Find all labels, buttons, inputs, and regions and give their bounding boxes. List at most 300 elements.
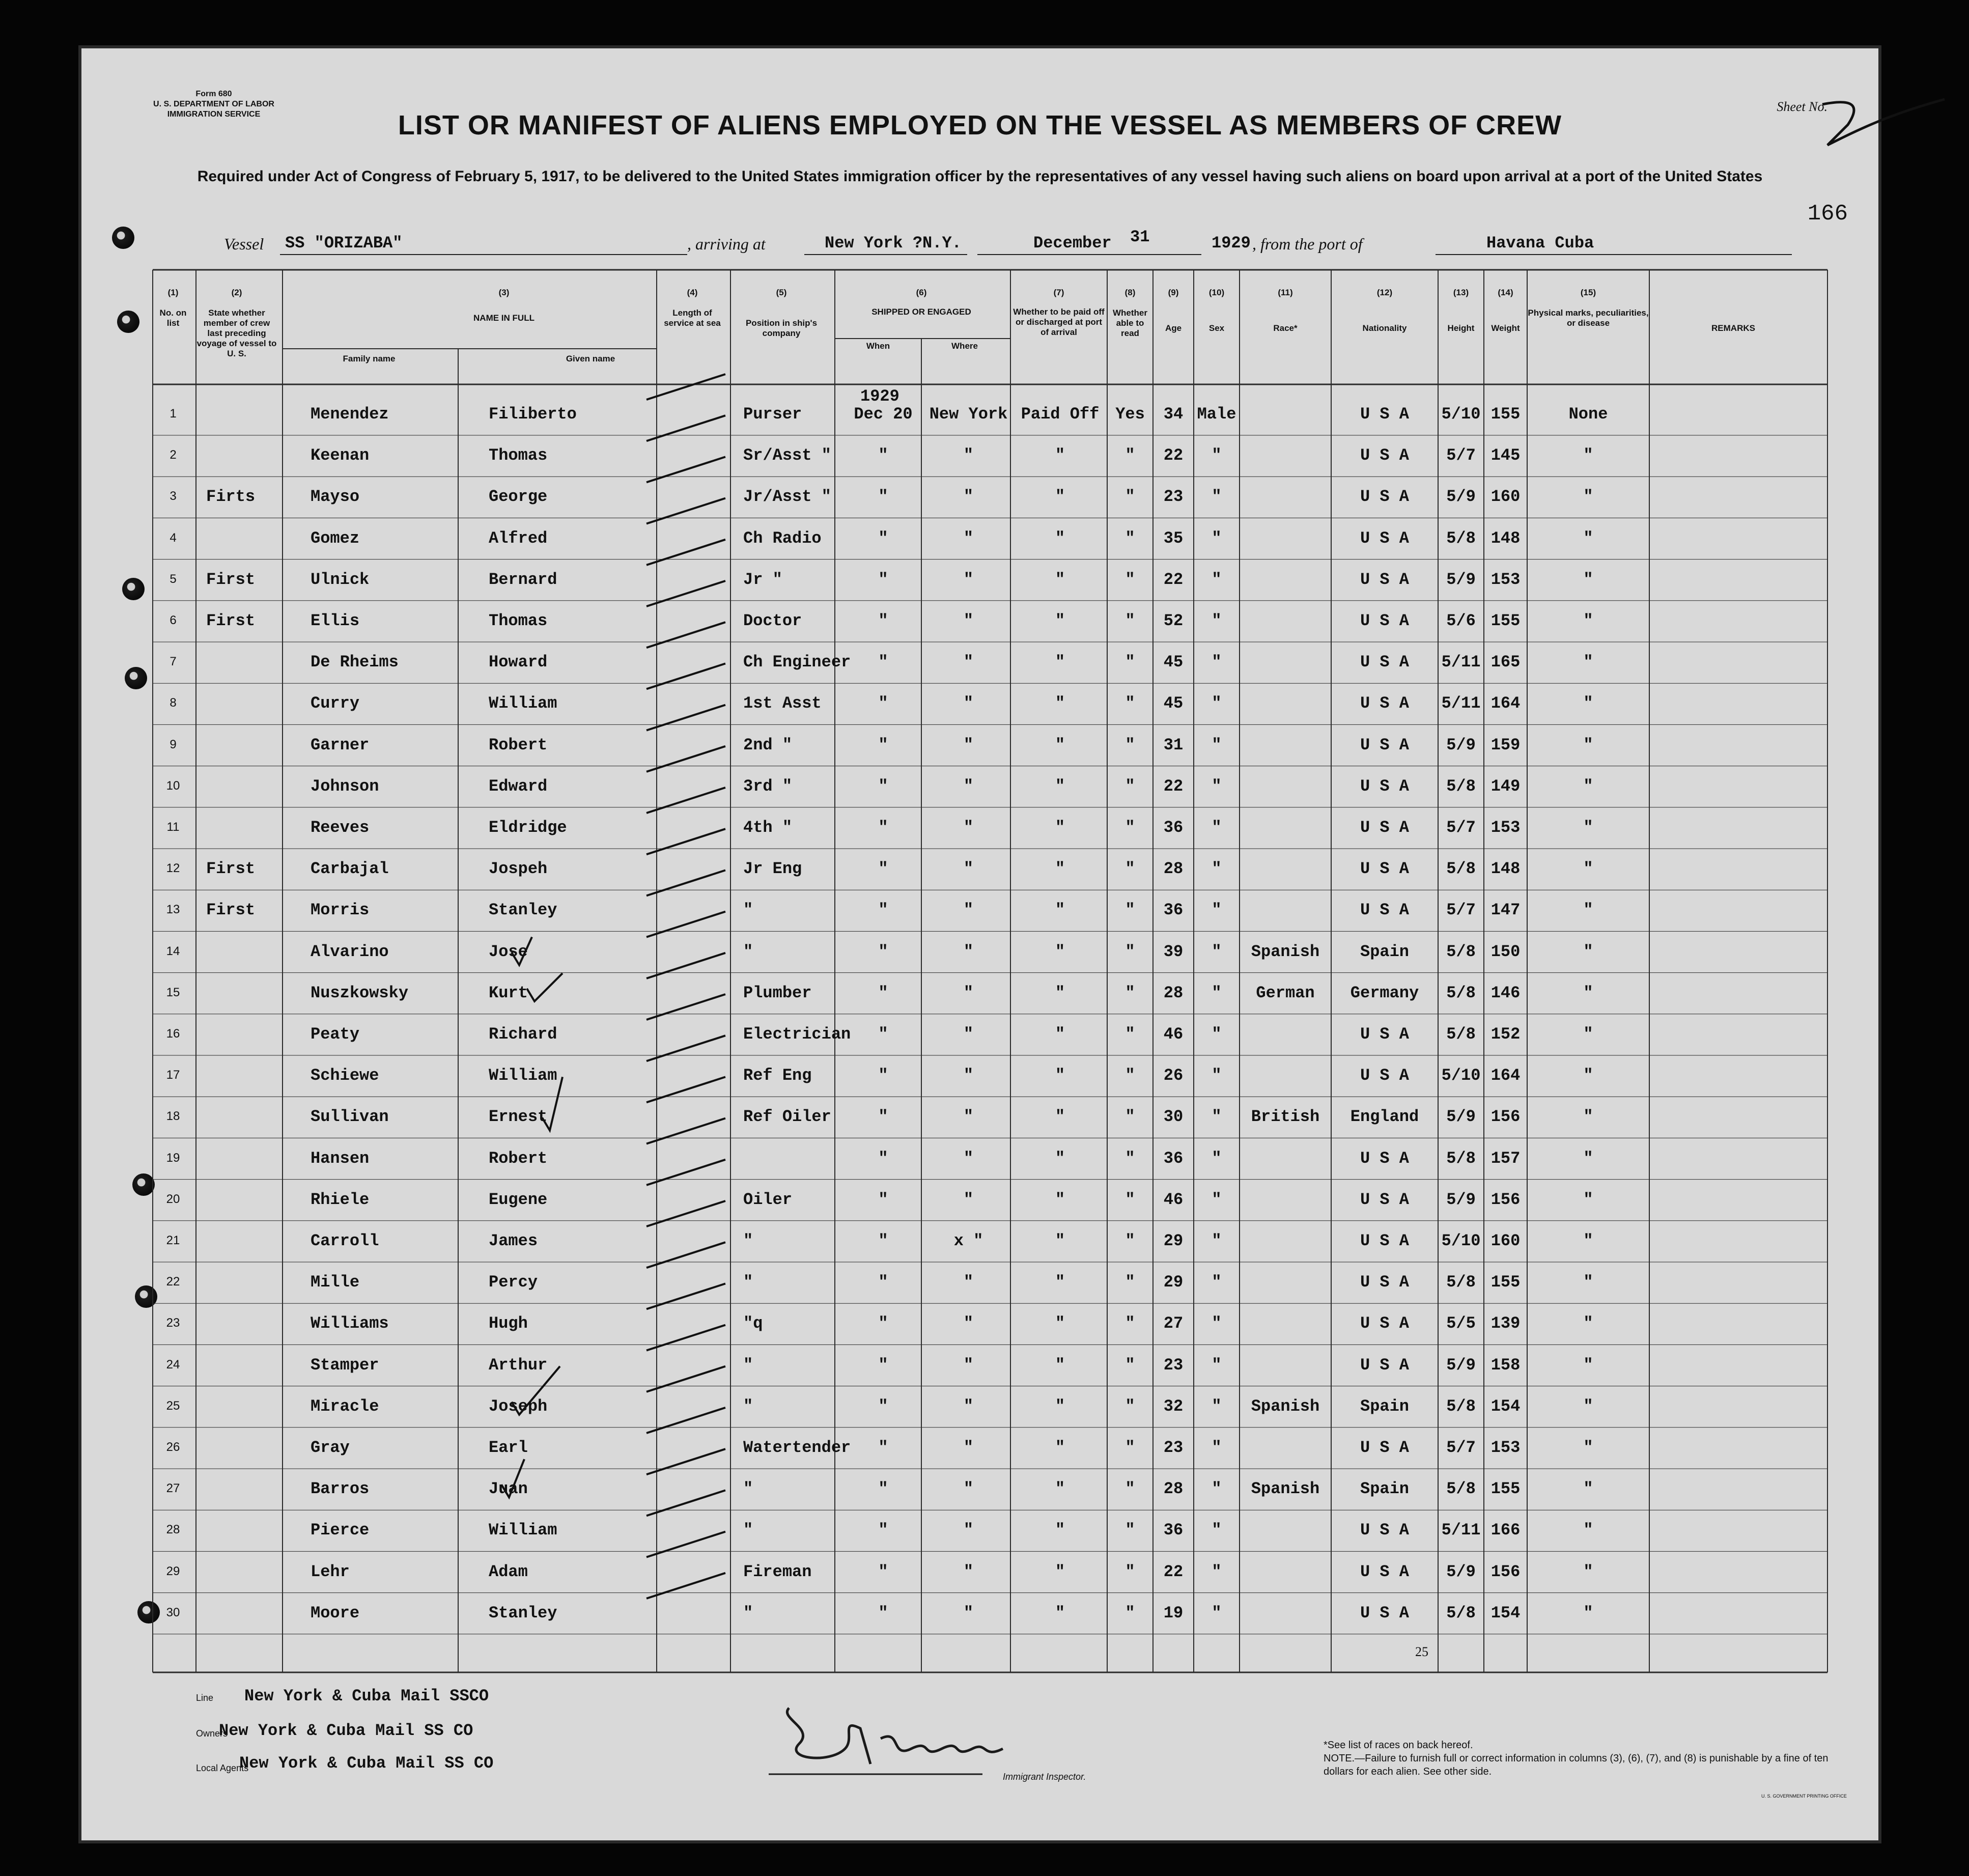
cell-age: 31 (1163, 735, 1184, 754)
cell-nationality: U S A (1360, 1438, 1409, 1457)
cell-given: James (489, 1231, 538, 1250)
cell-family: Stamper (311, 1355, 379, 1375)
cell-when: " (878, 1314, 888, 1333)
cell-read: " (1125, 653, 1135, 672)
cell-paid: " (1055, 1396, 1065, 1416)
cell-nationality: U S A (1360, 1231, 1409, 1250)
row-number: 29 (166, 1564, 180, 1578)
cell-weight: 165 (1490, 653, 1521, 672)
cell-height: 5/9 (1446, 1107, 1476, 1127)
cell-given: Thomas (489, 446, 548, 465)
cell-marks: " (1583, 1107, 1593, 1127)
cell-height: 5/8 (1446, 1603, 1476, 1622)
cell-weight: 159 (1490, 735, 1521, 754)
cell-height: 5/7 (1446, 446, 1476, 465)
cell-sex: " (1212, 735, 1222, 754)
cell-position: Oiler (743, 1190, 793, 1209)
cell-weight: 146 (1490, 983, 1521, 1002)
cell-weight: 149 (1490, 776, 1521, 796)
cell-where: " (963, 653, 974, 672)
row-number: 12 (166, 861, 180, 876)
cell-read: " (1125, 528, 1135, 548)
cell-paid: " (1055, 1190, 1065, 1209)
cell-race: Spanish (1251, 1396, 1320, 1416)
cell-height: 5/9 (1446, 487, 1476, 507)
cell-marks: " (1583, 653, 1593, 672)
cell-weight: 157 (1490, 1149, 1521, 1168)
col-header-where: Where (951, 341, 978, 351)
cell-when: " (878, 818, 888, 837)
cell-prev: First (206, 859, 256, 879)
cell-paid: " (1055, 1149, 1065, 1168)
cell-given: William (489, 1066, 557, 1085)
cell-position: Ref Eng (743, 1066, 812, 1085)
cell-read: " (1125, 1521, 1135, 1540)
cell-family: De Rheims (311, 653, 399, 672)
cell-age: 23 (1163, 1438, 1184, 1457)
cell-nationality: U S A (1360, 653, 1409, 672)
row-number: 19 (166, 1151, 180, 1165)
cell-marks: " (1583, 1521, 1593, 1540)
cell-where: " (963, 487, 974, 507)
cell-when: " (878, 487, 888, 507)
cell-given: Kurt (489, 983, 528, 1002)
cell-height: 5/9 (1446, 1355, 1476, 1375)
cell-age: 36 (1163, 1149, 1184, 1168)
cell-position: Doctor (743, 611, 802, 630)
cell-sex: " (1212, 1066, 1222, 1085)
sheet-label: Sheet No. (1777, 99, 1827, 114)
cell-height: 5/7 (1446, 901, 1476, 920)
cell-paid: " (1055, 1603, 1065, 1622)
cell-given: Adam (489, 1562, 528, 1581)
cell-when: " (878, 983, 888, 1002)
row-number: 23 (166, 1316, 180, 1330)
col-header-remarks: REMARKS (1711, 323, 1755, 333)
cell-marks: " (1583, 1355, 1593, 1375)
cell-sex: " (1212, 1190, 1222, 1209)
cell-nationality: U S A (1360, 487, 1409, 507)
cell-when: " (878, 1355, 888, 1375)
cell-where: " (963, 1479, 974, 1499)
cell-age: 36 (1163, 818, 1184, 837)
cell-marks: " (1583, 818, 1593, 837)
row-number: 15 (166, 985, 180, 999)
line-value: New York & Cuba Mail SSCO (244, 1687, 489, 1705)
cell-where: " (963, 611, 974, 630)
cell-where: New York (929, 405, 1008, 424)
cell-weight: 164 (1490, 1066, 1521, 1085)
cell-height: 5/8 (1446, 1396, 1476, 1416)
cell-age: 30 (1163, 1107, 1184, 1127)
cell-given: Percy (489, 1273, 538, 1292)
cell-marks: " (1583, 983, 1593, 1002)
cell-paid: " (1055, 818, 1065, 837)
cell-height: 5/10 (1441, 1231, 1481, 1250)
from-label: , from the port of (1252, 235, 1363, 253)
cell-position: Jr/Asst " (743, 487, 831, 507)
cell-family: Carroll (311, 1231, 379, 1250)
col-header-2: (2) State whether member of crew last preceding voyage of vessel to U. S. (196, 288, 277, 358)
cell-when: " (878, 1438, 888, 1457)
col-header-given: Given name (566, 354, 615, 363)
cell-read: " (1125, 1314, 1135, 1333)
cell-given: Ernest (489, 1107, 548, 1127)
cell-sex: " (1212, 1314, 1222, 1333)
cell-weight: 153 (1490, 1438, 1521, 1457)
cell-where: " (963, 942, 974, 961)
cell-paid: " (1055, 528, 1065, 548)
cell-marks: None (1568, 405, 1608, 424)
row-number: 1 (170, 407, 177, 421)
cell-age: 45 (1163, 694, 1184, 713)
cell-nationality: U S A (1360, 776, 1409, 796)
cell-nationality: U S A (1360, 818, 1409, 837)
cell-marks: " (1583, 1562, 1593, 1581)
cell-family: Miracle (311, 1396, 379, 1416)
cell-age: 46 (1163, 1025, 1184, 1044)
cell-paid: " (1055, 1273, 1065, 1292)
cell-where: " (963, 859, 974, 879)
cell-position: Ch Engineer (743, 653, 851, 672)
cell-sex: " (1212, 1149, 1222, 1168)
arriving-label: , arriving at (687, 235, 766, 253)
cell-age: 27 (1163, 1314, 1184, 1333)
cell-weight: 158 (1490, 1355, 1521, 1375)
cell-family: Williams (311, 1314, 389, 1333)
cell-height: 5/9 (1446, 570, 1476, 589)
page-title: LIST OR MANIFEST OF ALIENS EMPLOYED ON THE VESSEL AS MEMBERS OF CREW (398, 110, 1562, 141)
cell-family: Mayso (311, 487, 360, 507)
arrival-month: December (1033, 234, 1112, 253)
cell-weight: 154 (1490, 1603, 1521, 1622)
col-header-7: (7) Whether to be paid off or discharged at port of arrival (1013, 288, 1105, 337)
cell-age: 35 (1163, 528, 1184, 548)
cell-read: " (1125, 1396, 1135, 1416)
cell-marks: " (1583, 1231, 1593, 1250)
row-number: 11 (166, 820, 180, 834)
cell-where: " (963, 446, 974, 465)
cell-paid: " (1055, 611, 1065, 630)
cell-when: " (878, 1521, 888, 1540)
cell-given: Thomas (489, 611, 548, 630)
cell-family: Gray (311, 1438, 350, 1457)
col-header-family: Family name (343, 354, 396, 363)
cell-family: Curry (311, 694, 360, 713)
cell-height: 5/8 (1446, 776, 1476, 796)
cell-marks: " (1583, 1479, 1593, 1499)
cell-nationality: U S A (1360, 901, 1409, 920)
col-header-3: (3) NAME IN FULL (473, 288, 535, 323)
row-number: 26 (166, 1440, 180, 1454)
cell-sex: " (1212, 653, 1222, 672)
vessel-label: Vessel (224, 235, 264, 253)
cell-age: 23 (1163, 1355, 1184, 1375)
row-number: 13 (166, 903, 180, 917)
cell-nationality: U S A (1360, 528, 1409, 548)
col-header-5: (5) Position in ship's company (745, 288, 818, 338)
cell-where: " (963, 818, 974, 837)
col-header-12: (12) Nationality (1362, 288, 1407, 333)
cell-position: " (743, 942, 753, 961)
row-number: 2 (170, 448, 177, 462)
cell-paid: " (1055, 859, 1065, 879)
cell-prev: First (206, 901, 256, 920)
cell-age: 29 (1163, 1231, 1184, 1250)
cell-age: 29 (1163, 1273, 1184, 1292)
cell-given: Eldridge (489, 818, 567, 837)
col-header-1: (1) No. on list (159, 288, 187, 328)
cell-weight: 150 (1490, 942, 1521, 961)
cell-nationality: Spain (1360, 1479, 1409, 1499)
cell-paid: " (1055, 1107, 1065, 1127)
cell-read: " (1125, 776, 1135, 796)
cell-paid: " (1055, 776, 1065, 796)
col-header-11: (11) Race* (1273, 288, 1298, 333)
col-header-14: (14) Weight (1491, 288, 1520, 333)
cell-sex: " (1212, 1603, 1222, 1622)
cell-where: " (963, 1190, 974, 1209)
cell-sex: " (1212, 942, 1222, 961)
cell-where: " (963, 570, 974, 589)
cell-height: 5/10 (1441, 1066, 1481, 1085)
cell-where: " (963, 1273, 974, 1292)
cell-where: " (963, 983, 974, 1002)
cell-paid: " (1055, 1562, 1065, 1581)
cell-read: " (1125, 1603, 1135, 1622)
cell-read: " (1125, 1149, 1135, 1168)
cell-given: Juan (489, 1479, 528, 1499)
cell-where: " (963, 1396, 974, 1416)
row-number: 4 (170, 530, 177, 545)
cell-given: Alfred (489, 528, 548, 548)
cell-height: 5/8 (1446, 983, 1476, 1002)
cell-family: Alvarino (311, 942, 389, 961)
printing-office: U. S. GOVERNMENT PRINTING OFFICE (1761, 1794, 1847, 1799)
cell-nationality: U S A (1360, 735, 1409, 754)
cell-read: " (1125, 570, 1135, 589)
cell-marks: " (1583, 1396, 1593, 1416)
cell-position: Ref Oiler (743, 1107, 831, 1127)
cell-read: " (1125, 1438, 1135, 1457)
cell-weight: 148 (1490, 528, 1521, 548)
cell-given: Jospeh (489, 859, 548, 879)
cell-position: " (743, 1355, 753, 1375)
cell-weight: 155 (1490, 1273, 1521, 1292)
cell-family: Hansen (311, 1149, 370, 1168)
cell-marks: " (1583, 1066, 1593, 1085)
cell-given: George (489, 487, 548, 507)
cell-sex: " (1212, 901, 1222, 920)
cell-family: Carbajal (311, 859, 389, 879)
cell-paid: " (1055, 1438, 1065, 1457)
cell-paid: " (1055, 1355, 1065, 1375)
cell-weight: 145 (1490, 446, 1521, 465)
cell-where: " (963, 528, 974, 548)
cell-sex: " (1212, 983, 1222, 1002)
cell-family: Reeves (311, 818, 370, 837)
cell-read: " (1125, 942, 1135, 961)
cell-marks: " (1583, 570, 1593, 589)
cell-given: Richard (489, 1025, 557, 1044)
cell-marks: " (1583, 735, 1593, 754)
cell-read: " (1125, 1479, 1135, 1499)
cell-height: 5/8 (1446, 859, 1476, 879)
cell-marks: " (1583, 901, 1593, 920)
cell-read: " (1125, 1355, 1135, 1375)
cell-position: Electrician (743, 1025, 851, 1044)
col-header-6: (6) SHIPPED OR ENGAGED (871, 288, 971, 317)
cell-where: x " (953, 1231, 983, 1250)
cell-where: " (963, 1438, 974, 1457)
agents-value: New York & Cuba Mail SS CO (239, 1754, 494, 1773)
cell-position: Jr " (743, 570, 782, 589)
cell-height: 5/11 (1441, 1521, 1481, 1540)
row-number: 3 (170, 489, 177, 503)
footnote-penalty: NOTE.—Failure to furnish full or correct information in columns (3), (6), (7), and (8) is punishable by a fine of ten dollars for each alien. See other side. (1324, 1753, 1829, 1777)
cell-weight: 160 (1490, 487, 1521, 507)
cell-nationality: England (1350, 1107, 1419, 1127)
cell-position: " (743, 901, 753, 920)
cell-when: " (878, 901, 888, 920)
row-number: 22 (166, 1275, 180, 1289)
cell-position: " (743, 1479, 753, 1499)
cell-read: " (1125, 1190, 1135, 1209)
cell-family: Moore (311, 1603, 360, 1622)
cell-read: " (1125, 487, 1135, 507)
cell-when: " (878, 1479, 888, 1499)
cell-where: " (963, 1149, 974, 1168)
cell-read: Yes (1115, 405, 1145, 424)
cell-family: Rhiele (311, 1190, 370, 1209)
cell-prev: Firts (206, 487, 256, 507)
cell-when: " (878, 776, 888, 796)
cell-where: " (963, 694, 974, 713)
cell-sex: " (1212, 570, 1222, 589)
cell-when: " (878, 1562, 888, 1581)
cell-position: Sr/Asst " (743, 446, 831, 465)
cell-family: Menendez (311, 405, 389, 424)
cell-nationality: U S A (1360, 1355, 1409, 1375)
cell-given: William (489, 1521, 557, 1540)
cell-age: 45 (1163, 653, 1184, 672)
cell-weight: 156 (1490, 1190, 1521, 1209)
cell-height: 5/9 (1446, 1190, 1476, 1209)
cell-given: Robert (489, 1149, 548, 1168)
cell-height: 5/8 (1446, 942, 1476, 961)
arrival-day: 31 (1130, 228, 1150, 246)
cell-marks: " (1583, 859, 1593, 879)
cell-nationality: U S A (1360, 1066, 1409, 1085)
cell-height: 5/7 (1446, 1438, 1476, 1457)
cell-weight: 156 (1490, 1107, 1521, 1127)
cell-sex: " (1212, 1396, 1222, 1416)
col-header-8: (8) Whether able to read (1113, 288, 1147, 338)
cell-family: Lehr (311, 1562, 350, 1581)
cell-position: Watertender (743, 1438, 851, 1457)
cell-sex: " (1212, 611, 1222, 630)
cell-read: " (1125, 611, 1135, 630)
cell-sex: " (1212, 776, 1222, 796)
cell-paid: " (1055, 1521, 1065, 1540)
row-number: 5 (170, 572, 177, 586)
cell-paid: Paid Off (1021, 405, 1100, 424)
cell-paid: " (1055, 1231, 1065, 1250)
cell-nationality: U S A (1360, 1603, 1409, 1622)
cell-paid: " (1055, 570, 1065, 589)
cell-when: " (878, 653, 888, 672)
cell-where: " (963, 1066, 974, 1085)
cell-age: 32 (1163, 1396, 1184, 1416)
cell-sex: Male (1197, 405, 1236, 424)
cell-position: 1st Asst (743, 694, 822, 713)
cell-nationality: U S A (1360, 611, 1409, 630)
cell-paid: " (1055, 983, 1065, 1002)
col-header-10: (10) Sex (1208, 288, 1225, 333)
cell-where: " (963, 1355, 974, 1375)
cell-height: 5/9 (1446, 735, 1476, 754)
cell-height: 5/6 (1446, 611, 1476, 630)
cell-read: " (1125, 1107, 1135, 1127)
cell-nationality: U S A (1360, 1190, 1409, 1209)
cell-where: " (963, 901, 974, 920)
cell-age: 28 (1163, 1479, 1184, 1499)
cell-weight: 152 (1490, 1025, 1521, 1044)
arriving-port: New York ?N.Y. (825, 234, 962, 253)
service-name: IMMIGRATION SERVICE (167, 110, 261, 119)
cell-sex: " (1212, 1521, 1222, 1540)
cell-position: " (743, 1273, 753, 1292)
cell-age: 22 (1163, 570, 1184, 589)
cell-when: " (878, 1396, 888, 1416)
agents-label: Local Agents (196, 1763, 249, 1773)
cell-age: 22 (1163, 1562, 1184, 1581)
cell-weight: 153 (1490, 570, 1521, 589)
cell-when: " (878, 611, 888, 630)
cell-family: Nuszkowsky (311, 983, 409, 1002)
cell-paid: " (1055, 1066, 1065, 1085)
cell-given: Earl (489, 1438, 528, 1457)
cell-paid: " (1055, 901, 1065, 920)
inspector-label: Immigrant Inspector. (1003, 1772, 1086, 1782)
cell-paid: " (1055, 487, 1065, 507)
cell-nationality: U S A (1360, 1521, 1409, 1540)
cell-family: Morris (311, 901, 370, 920)
cell-nationality: Germany (1350, 983, 1419, 1002)
cell-family: Sullivan (311, 1107, 389, 1127)
cell-sex: " (1212, 859, 1222, 879)
tally-mark: 25 (1415, 1644, 1428, 1659)
cell-given: Arthur (489, 1355, 548, 1375)
shipped-year: 1929 (860, 387, 899, 406)
cell-when: " (878, 446, 888, 465)
cell-age: 22 (1163, 776, 1184, 796)
cell-race: Spanish (1251, 942, 1320, 961)
cell-family: Barros (311, 1479, 370, 1499)
cell-age: 52 (1163, 611, 1184, 630)
cell-paid: " (1055, 1479, 1065, 1499)
cell-family: Schiewe (311, 1066, 379, 1085)
cell-read: " (1125, 1025, 1135, 1044)
cell-position: 3rd " (743, 776, 793, 796)
cell-height: 5/8 (1446, 1479, 1476, 1499)
cell-family: Gomez (311, 528, 360, 548)
row-number: 21 (166, 1234, 180, 1247)
cell-paid: " (1055, 1025, 1065, 1044)
cell-sex: " (1212, 1562, 1222, 1581)
cell-nationality: U S A (1360, 446, 1409, 465)
col-header-15: (15) Physical marks, peculiarities, or disease (1528, 288, 1649, 328)
